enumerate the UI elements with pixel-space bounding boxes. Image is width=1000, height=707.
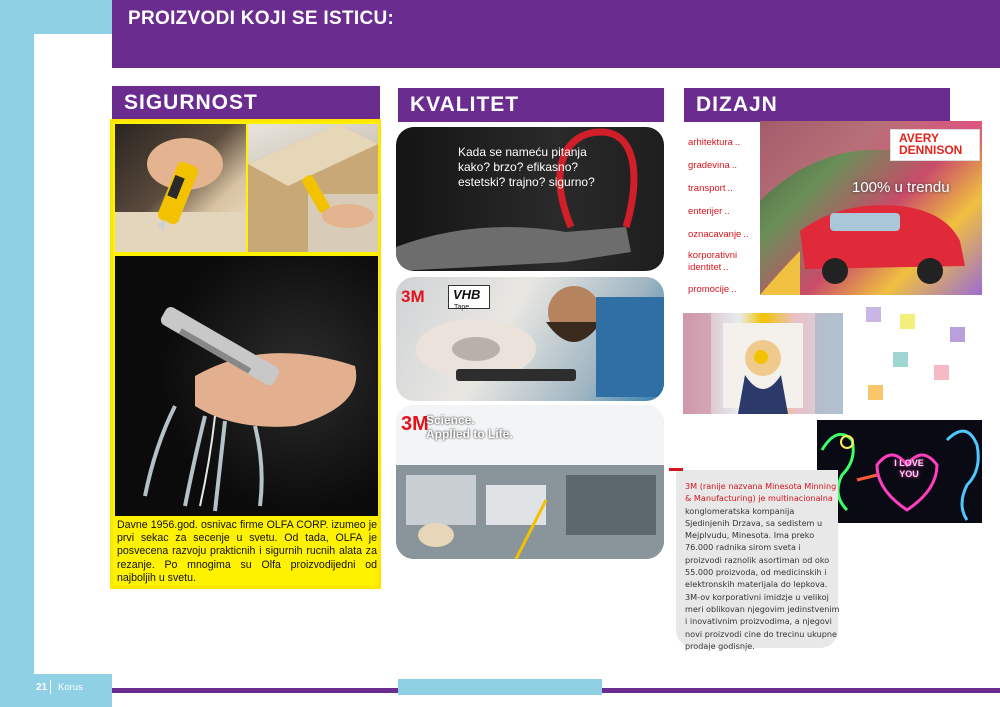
color-swatch [866, 307, 881, 322]
slogan-line: Science. [426, 413, 475, 427]
dizajn-list-item: promocije .. [688, 284, 737, 295]
3m-logo: 3M [401, 413, 429, 435]
slogan-line: Applied to Life. [426, 427, 513, 441]
3m-info-text [685, 480, 840, 652]
cutter-water-photo [115, 256, 378, 516]
kvalitet-question [458, 145, 618, 190]
brand-name [899, 132, 962, 156]
section-title-dizajn: DIZAJN [684, 88, 950, 122]
dizajn-list-item: korporativni identitet .. [688, 250, 738, 273]
worker-tape-illustration [396, 277, 664, 401]
vhb-logo: VHB [448, 285, 490, 309]
vhb-tape-card [396, 277, 664, 401]
ad-slogan: 100% u trendu [852, 179, 950, 196]
question-line: estetski? trajno? sigurno? [458, 175, 595, 189]
neon-sign-photo [817, 420, 982, 523]
model-illustration [683, 313, 843, 414]
box-illustration [248, 124, 378, 252]
kvalitet-question-card [396, 127, 664, 271]
3m-info-lead: 3M (ranije nazvana Minesota Minning & Manufacturing) je multinacionalna [685, 481, 837, 504]
cutter-cardboard-photo [115, 124, 246, 252]
footer-accent-block [398, 679, 602, 695]
dizajn-list-item: oznacavanje .. [688, 229, 749, 240]
red-accent-mark [669, 468, 683, 471]
3m-slogan [426, 413, 513, 441]
sigurnost-text: Davne 1956.god. osnivac firme OLFA CORP. izumeo je prvi sekac za secenje u svetu. Od tada, OLFA je posvecena razvoju prakticnih i sigurnih rucnih alata za rezanje. Po mnogima su Olfa proizvodijedni od najboljih u svetu. [117, 519, 377, 584]
3m-logo: 3M [401, 287, 425, 306]
cutter-illustration [115, 124, 246, 252]
page-number: 21 [36, 682, 48, 693]
page-inner-margin [34, 34, 112, 674]
fashion-photo [683, 313, 843, 414]
magazine-name: Korus [58, 682, 83, 693]
neon-line: I LOVE [894, 458, 924, 468]
section-title-kvalitet: KVALITET [398, 88, 664, 122]
question-line: Kada se nameću pitanja [458, 145, 587, 159]
wrapped-box-photo [248, 124, 378, 252]
water-hand-illustration [115, 256, 378, 516]
color-swatch [900, 314, 915, 329]
dizajn-list-item: transport .. [688, 183, 733, 194]
avery-dennison-logo [890, 129, 980, 161]
color-swatch [934, 365, 949, 380]
color-swatch [950, 327, 965, 342]
color-swatch [893, 352, 908, 367]
dizajn-list-item: enterijer .. [688, 206, 730, 217]
neon-text [885, 458, 933, 480]
brand-line: AVERY [899, 131, 940, 145]
footer-separator [50, 680, 51, 694]
section-title-sigurnost: SIGURNOST [112, 86, 380, 120]
brand-line: DENNISON [899, 143, 963, 157]
3m-factory-card [396, 405, 664, 559]
question-line: kako? brzo? efikasno? [458, 160, 579, 174]
page-title: PROIZVODI KOJI SE ISTICU: [128, 8, 395, 29]
vhb-logo-subtitle: Tape [454, 304, 470, 311]
dizajn-list-item: arhitektura .. [688, 137, 741, 148]
color-swatch [868, 385, 883, 400]
dizajn-list-item: gradevina .. [688, 160, 738, 171]
neon-line: YOU [899, 469, 919, 479]
3m-info-body: konglomeratska kompanija Sjedinjenih Drzava, sa sedistem u Mejplvudu, Minesota. Ima preko 76.000 radnika sirom sveta i proizvodi raznolik asortiman od oko 55.000 proizvoda, od medicinskih i elektronskih materijala do lepkova. 3M-ov korporativni imidzje u velikoj meri oblikovan njegovim jedinstvenim i inovativnim proizvodima, a njegovi novi proizvodi cine do trecinu ukupne prodaje godisnje. [685, 505, 840, 651]
avery-dennison-ad [760, 121, 982, 295]
